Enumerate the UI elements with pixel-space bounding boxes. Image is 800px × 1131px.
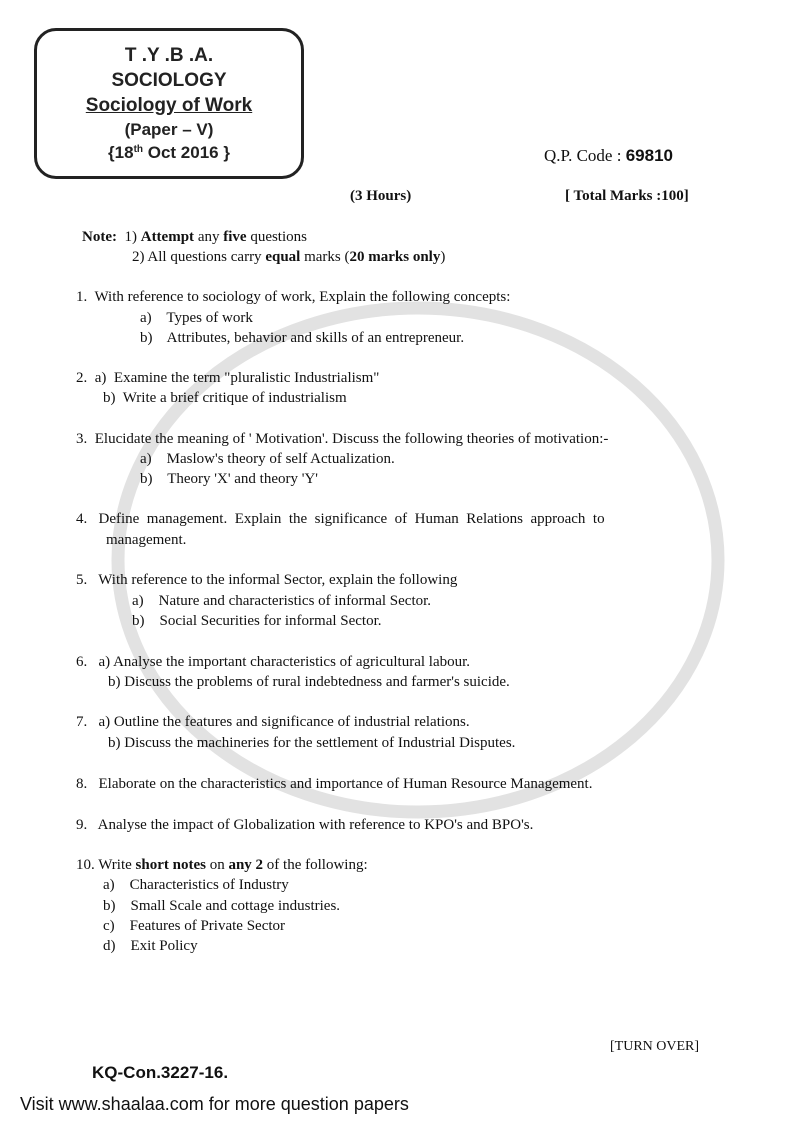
- paper-title: Sociology of Work: [85, 95, 253, 116]
- course-title: T .Y .B .A.: [124, 45, 214, 66]
- visit-link[interactable]: Visit www.shaalaa.com for more question papers: [20, 1094, 409, 1114]
- turn-over: [TURN OVER]: [610, 1039, 700, 1054]
- t: ): [440, 249, 446, 265]
- t: 20 marks only: [349, 249, 441, 265]
- subject-title: SOCIOLOGY: [111, 70, 227, 91]
- question-7b: b) Discuss the machineries for the settlement of Industrial Disputes.: [108, 735, 516, 751]
- exam-date: [34, 143, 304, 163]
- duration: (3 Hours): [350, 188, 412, 204]
- t: short notes: [135, 857, 206, 873]
- question-5a: a) Nature and characteristics of informal Sector.: [132, 593, 432, 609]
- question-3: 3. Elucidate the meaning of ' Motivation'. Discuss the following theories of motivation:-: [76, 431, 609, 447]
- date-day: {18: [108, 143, 134, 162]
- question-6b: b) Discuss the problems of rural indebtedness and farmer's suicide.: [108, 674, 510, 690]
- question-7a: 7. a) Outline the features and significance of industrial relations.: [76, 714, 470, 730]
- t: any: [194, 229, 224, 245]
- t: any 2: [228, 857, 264, 873]
- t: five: [223, 229, 247, 245]
- question-10b: b) Small Scale and cottage industries.: [103, 898, 341, 914]
- qp-code-value: 69810: [625, 146, 673, 165]
- question-9: 9. Analyse the impact of Globalization with reference to KPO's and BPO's.: [76, 817, 534, 833]
- t: marks (: [300, 249, 350, 265]
- question-8: 8. Elaborate on the characteristics and importance of Human Resource Management.: [76, 776, 593, 792]
- question-2a: 2. a) Examine the term "pluralistic Industrialism": [76, 370, 380, 386]
- question-1b: b) Attributes, behavior and skills of an entrepreneur.: [140, 330, 465, 346]
- t: 2) All questions carry: [132, 249, 266, 265]
- note-label: Note:: [82, 229, 117, 245]
- question-4: 4. Define management. Explain the significance of Human Relations approach to: [76, 511, 605, 527]
- question-10: [76, 856, 368, 874]
- t: of the following:: [263, 857, 368, 873]
- t: questions: [246, 229, 307, 245]
- question-4-cont: management.: [106, 532, 187, 548]
- note-line-2: [132, 248, 445, 266]
- qp-code-label: Q.P. Code :: [544, 146, 622, 165]
- total-marks: [ Total Marks :100]: [565, 188, 689, 204]
- question-10c: c) Features of Private Sector: [103, 918, 286, 934]
- note-line-1: [82, 228, 307, 246]
- date-sup: th: [133, 144, 144, 155]
- question-2b: b) Write a brief critique of industrialism: [103, 390, 347, 406]
- t: equal: [265, 249, 301, 265]
- question-3b: b) Theory 'X' and theory 'Y': [140, 471, 318, 487]
- question-3a: a) Maslow's theory of self Actualization.: [140, 451, 395, 467]
- reference-code: KQ-Con.3227-16.: [92, 1063, 229, 1082]
- question-1a: a) Types of work: [140, 310, 253, 326]
- question-10a: a) Characteristics of Industry: [103, 877, 289, 893]
- question-5: 5. With reference to the informal Sector, explain the following: [76, 572, 458, 588]
- question-5b: b) Social Securities for informal Sector.: [132, 613, 382, 629]
- t: Attempt: [140, 229, 195, 245]
- t: 10. Write: [76, 857, 136, 873]
- qp-code: [544, 146, 673, 166]
- question-1: 1. With reference to sociology of work, Explain the following concepts:: [76, 289, 511, 305]
- question-10d: d) Exit Policy: [103, 938, 198, 954]
- paper-number: (Paper – V): [124, 120, 214, 139]
- question-6a: 6. a) Analyse the important characteristics of agricultural labour.: [76, 654, 471, 670]
- t: on: [205, 857, 229, 873]
- date-rest: Oct 2016 }: [143, 143, 230, 162]
- t: 1): [124, 229, 141, 245]
